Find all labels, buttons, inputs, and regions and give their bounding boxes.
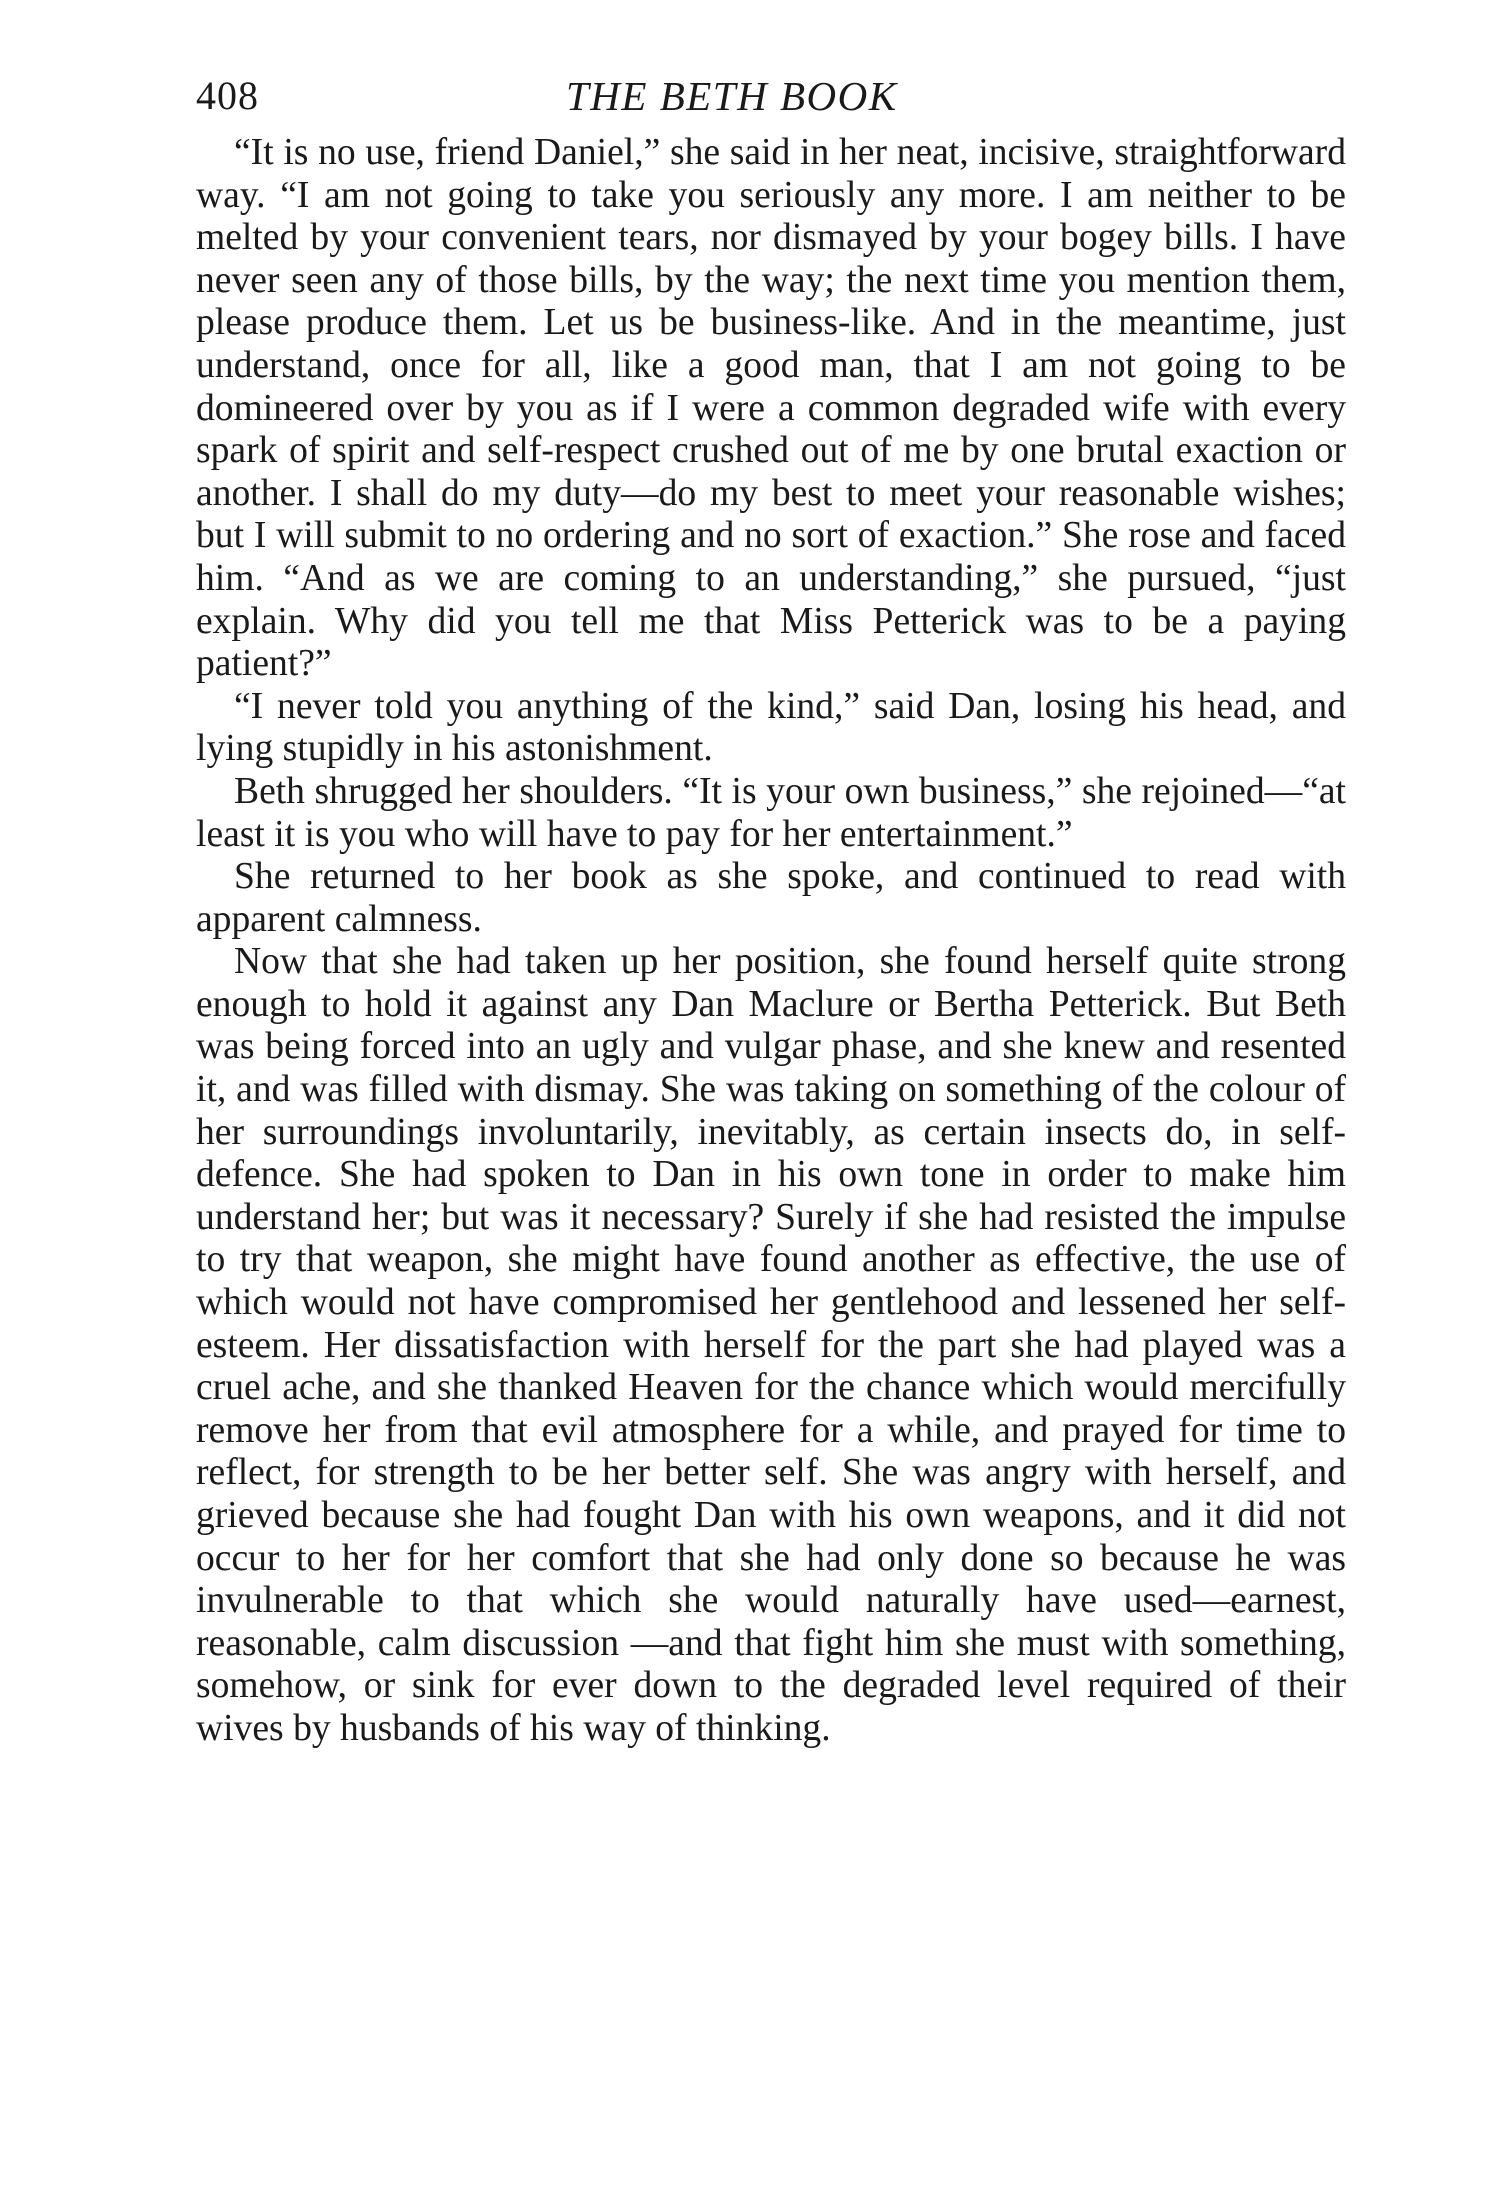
paragraph: “I never told you anything of the kind,” said Dan, losing his head, and lying stupidly in his astonishment. (196, 685, 1346, 770)
paragraph: “It is no use, friend Daniel,” she said in her neat, incisive, straightforward way. “I am not going to take you seriously any more. I am neither to be melted by your convenient tears, nor dismayed by your bogey bills. I have never seen any of those bills, by the way; the next time you mention them, please produce them. Let us be business-like. And in the meantime, just understand, once for all, like a good man, that I am not going to be domineered over by you as if I were a common degraded wife with every spark of spirit and self-respect crushed out of me by one brutal exaction or another. I shall do my duty—do my best to meet your reasonable wishes; but I will submit to no ordering and no sort of exaction.” She rose and faced him. “And as we are coming to an understanding,” she pursued, “just explain. Why did you tell me that Miss Petterick was to be a paying patient?” (196, 132, 1346, 685)
paragraph: Now that she had taken up her position, she found herself quite strong enough to hold it against any Dan Maclure or Bertha Petterick. But Beth was being forced into an ugly and vulgar phase, and she knew and resented it, and was filled with dismay. She was taking on something of the colour of her surroundings involuntarily, inevitably, as certain insects do, in self-defence. She had spoken to Dan in his own tone in order to make him understand her; but was it necessary? Surely if she had resisted the impulse to try that weapon, she might have found another as effective, the use of which would not have compromised her gentlehood and lessened her self-esteem. Her dissatisfaction with herself for the part she had played was a cruel ache, and she thanked Heaven for the chance which would mercifully remove her from that evil atmosphere for a while, and prayed for time to reflect, for strength to be her better self. She was angry with herself, and grieved because she had fought Dan with his own weapons, and it did not occur to her for her comfort that she had only done so because he was invulnerable to that which she would naturally have used—earnest, reasonable, calm discussion —and that fight him she must with something, somehow, or sink for ever down to the degraded level required of their wives by husbands of his way of thinking. (196, 941, 1346, 1749)
running-head (196, 66, 1346, 126)
paragraph: She returned to her book as she spoke, and continued to read with apparent calmness. (196, 856, 1346, 940)
running-title: THE BETH BOOK (566, 73, 898, 119)
page-number: 408 (196, 73, 259, 118)
body-text (196, 132, 1346, 1751)
paragraph: Beth shrugged her shoulders. “It is your own business,” she rejoined—“at least it is you who will have to pay for her entertainment.” (196, 770, 1346, 855)
